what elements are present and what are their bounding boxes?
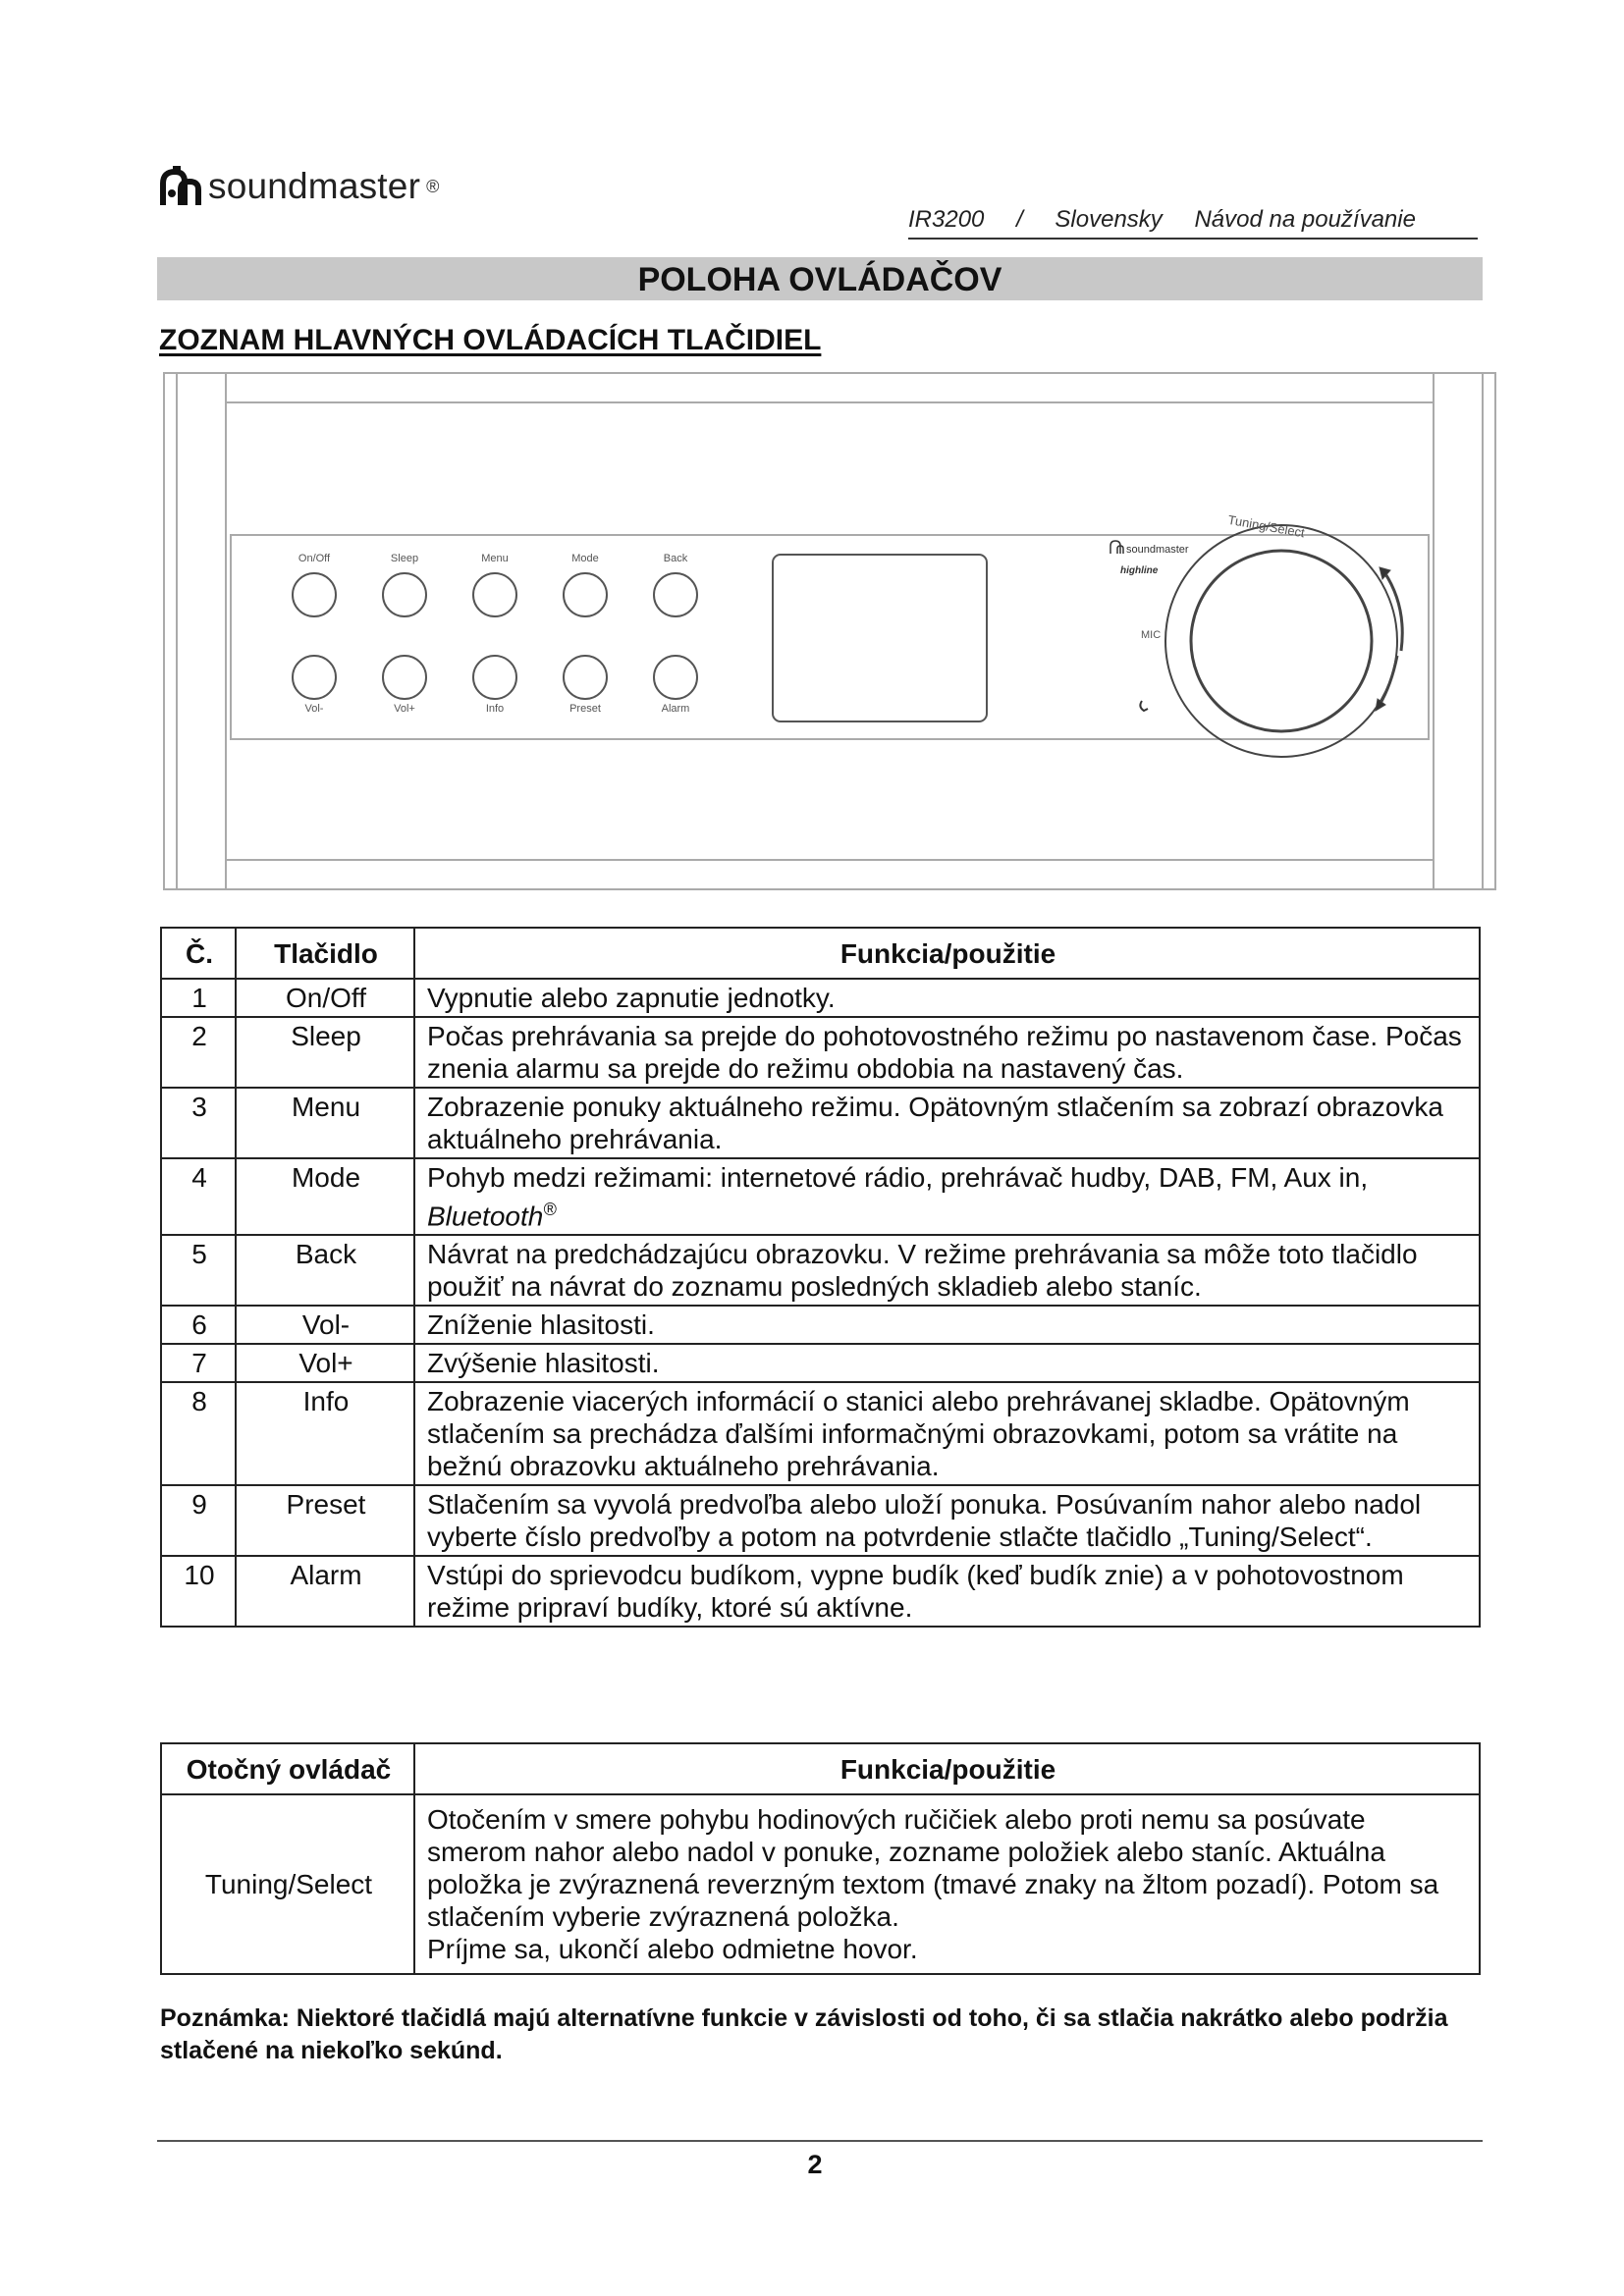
table-row xyxy=(161,1017,1480,1088)
device-brand-sub: highline xyxy=(1120,565,1159,576)
row-function-text: Zníženie hlasitosti. xyxy=(427,1309,655,1341)
table-row xyxy=(161,1344,1480,1382)
page-number: 2 xyxy=(807,2150,823,2179)
device-bottom-3-button xyxy=(473,656,516,699)
buttons-table-body xyxy=(161,979,1480,1627)
row-number: 7 xyxy=(161,1344,236,1382)
phone-icon xyxy=(1140,701,1148,711)
device-bottom-4-label: Preset xyxy=(569,703,601,715)
brand-name: soundmaster xyxy=(208,166,421,206)
row-button-name: On/Off xyxy=(236,979,414,1017)
dial-table-row xyxy=(161,1794,1480,1974)
section-title: POLOHA OVLÁDAČOV xyxy=(157,257,1483,300)
device-top-5-button xyxy=(654,573,697,616)
row-button-name: Vol- xyxy=(236,1306,414,1344)
button-group xyxy=(293,553,697,715)
row-function xyxy=(414,1382,1480,1485)
device-casing xyxy=(164,373,1495,889)
language-label: Slovensky xyxy=(1055,206,1163,233)
header-separator: / xyxy=(1016,206,1023,233)
row-function xyxy=(414,1306,1480,1344)
device-bottom-5-label: Alarm xyxy=(661,703,690,715)
soundmaster-logo-icon xyxy=(159,166,202,207)
row-function xyxy=(414,1158,1480,1235)
footer-divider xyxy=(157,2140,1483,2142)
device-bottom-5-button xyxy=(654,656,697,699)
header-button: Tlačidlo xyxy=(236,928,414,979)
row-number: 8 xyxy=(161,1382,236,1485)
mic-label: MIC xyxy=(1141,629,1162,641)
note-text: Poznámka: Niektoré tlačidlá majú alternatívne funkcie v závislosti od toho, či sa stlačia nakrátko alebo podržia stlačené na niekoľko sekúnd. xyxy=(160,2004,1448,2064)
table-row xyxy=(161,1306,1480,1344)
device-bottom-1-label: Vol- xyxy=(304,703,324,715)
dial-table-header-row xyxy=(161,1743,1480,1794)
row-function xyxy=(414,1485,1480,1556)
row-function-text: Zobrazenie ponuky aktuálneho režimu. Opätovným stlačením sa zobrazí obrazovka aktuálneho prehrávania. xyxy=(427,1092,1443,1154)
device-front-illustration xyxy=(162,371,1497,891)
header-rotary-control: Otočný ovládač xyxy=(161,1743,414,1794)
document-title: Návod na používanie xyxy=(1194,206,1416,233)
row-function-text: Vstúpi do sprievodcu budíkom, vypne budík (keď budík znie) a v pohotovostnom režime pripraví budíky, ktoré sú aktívne. xyxy=(427,1560,1404,1624)
row-button-name: Preset xyxy=(236,1485,414,1556)
device-top-5-label: Back xyxy=(663,553,688,564)
buttons-table xyxy=(160,927,1481,1628)
row-function xyxy=(414,1235,1480,1306)
row-function xyxy=(414,1017,1480,1088)
table-row xyxy=(161,1158,1480,1235)
device-top-1-label: On/Off xyxy=(298,553,331,564)
device-bottom-2-label: Vol+ xyxy=(394,703,415,715)
table-row xyxy=(161,1088,1480,1158)
device-top-3-button xyxy=(473,573,516,616)
row-function xyxy=(414,979,1480,1017)
row-function xyxy=(414,1088,1480,1158)
device-top-2-button xyxy=(383,573,426,616)
dial-function-text: Otočením v smere pohybu hodinových ručičiek alebo proti nemu sa posúvate smerom nahor alebo nadol v ponuke, zozname položiek alebo staníc. Aktuálna položka je zvýraznená reverzným textom (tmavé znaky na žltom pozadí). Potom sa stlačením vyberie zvýraznená položka. xyxy=(427,1804,1439,1932)
device-brand-mark xyxy=(1110,541,1189,576)
table-row xyxy=(161,1382,1480,1485)
row-number: 5 xyxy=(161,1235,236,1306)
row-function xyxy=(414,1344,1480,1382)
row-function-text: Návrat na predchádzajúcu obrazovku. V režime prehrávania sa môže toto tlačidlo použiť na návrat do zoznamu posledných skladieb alebo staníc. xyxy=(427,1239,1418,1303)
header-function: Funkcia/použitie xyxy=(414,928,1480,979)
dial-control-name: Tuning/Select xyxy=(161,1794,414,1974)
row-number: 10 xyxy=(161,1556,236,1627)
device-top-2-label: Sleep xyxy=(390,553,419,564)
dial-label: Tuning/Select xyxy=(1226,511,1306,541)
row-button-name: Alarm xyxy=(236,1556,414,1627)
brand-logo xyxy=(159,165,439,208)
device-brand-text: soundmaster xyxy=(1126,544,1189,556)
device-bottom-1-button xyxy=(293,656,336,699)
device-bottom-2-button xyxy=(383,656,426,699)
dial-function-call: Príjme sa, ukončí alebo odmietne hovor. xyxy=(427,1934,918,1964)
table-row xyxy=(161,1485,1480,1556)
table-row xyxy=(161,1556,1480,1627)
row-function-text: Počas prehrávania sa prejde do pohotovostného režimu po nastavenom čase. Počas znenia alarmu sa prejde do režimu obdobia na nastavený čas. xyxy=(427,1021,1462,1084)
row-number: 3 xyxy=(161,1088,236,1158)
document-info xyxy=(908,206,1478,240)
table-row xyxy=(161,1235,1480,1306)
row-function xyxy=(414,1556,1480,1627)
row-number: 4 xyxy=(161,1158,236,1235)
row-function-text: Zvýšenie hlasitosti. xyxy=(427,1348,660,1379)
row-number: 6 xyxy=(161,1306,236,1344)
device-top-4-button xyxy=(564,573,607,616)
row-function-text: Vypnutie alebo zapnutie jednotky. xyxy=(427,983,836,1013)
row-button-name: Info xyxy=(236,1382,414,1485)
registered-mark: ® xyxy=(543,1200,557,1219)
row-number: 2 xyxy=(161,1017,236,1088)
row-button-name: Mode xyxy=(236,1158,414,1235)
dial-table xyxy=(160,1742,1481,1975)
device-top-4-label: Mode xyxy=(571,553,599,564)
row-function-text: Pohyb medzi režimami: internetové rádio, prehrávač hudby, DAB, FM, Aux in, xyxy=(427,1162,1369,1193)
row-button-name: Back xyxy=(236,1235,414,1306)
table-header-row xyxy=(161,928,1480,979)
row-function-text: Stlačením sa vyvolá predvoľba alebo uloží ponuka. Posúvaním nahor alebo nadol vyberte číslo predvoľby a potom na potvrdenie stlačte tlačidlo „Tuning/Select“. xyxy=(427,1489,1422,1553)
display-screen xyxy=(773,555,987,721)
brand-registered-mark: ® xyxy=(426,176,440,196)
header-number: Č. xyxy=(161,928,236,979)
device-top-1-button xyxy=(293,573,336,616)
tuning-select-dial xyxy=(1165,525,1402,757)
header-dial-function: Funkcia/použitie xyxy=(414,1743,1480,1794)
row-button-name: Sleep xyxy=(236,1017,414,1088)
model-number: IR3200 xyxy=(908,206,985,233)
row-function-italic: Bluetooth xyxy=(427,1201,544,1232)
row-number: 9 xyxy=(161,1485,236,1556)
row-button-name: Vol+ xyxy=(236,1344,414,1382)
device-bottom-4-button xyxy=(564,656,607,699)
row-number: 1 xyxy=(161,979,236,1017)
row-function-text: Zobrazenie viacerých informácií o stanici alebo prehrávanej skladbe. Opätovným stlačením sa prechádza ďalšími informačnými obrazovkami, potom sa vrátite na bežnú obrazovku aktuálneho prehrávania. xyxy=(427,1386,1410,1482)
row-button-name: Menu xyxy=(236,1088,414,1158)
table-row xyxy=(161,979,1480,1017)
subsection-title: ZOZNAM HLAVNÝCH OVLÁDACÍCH TLAČIDIEL xyxy=(159,324,822,356)
device-top-3-label: Menu xyxy=(481,553,509,564)
device-bottom-3-label: Info xyxy=(485,703,505,715)
